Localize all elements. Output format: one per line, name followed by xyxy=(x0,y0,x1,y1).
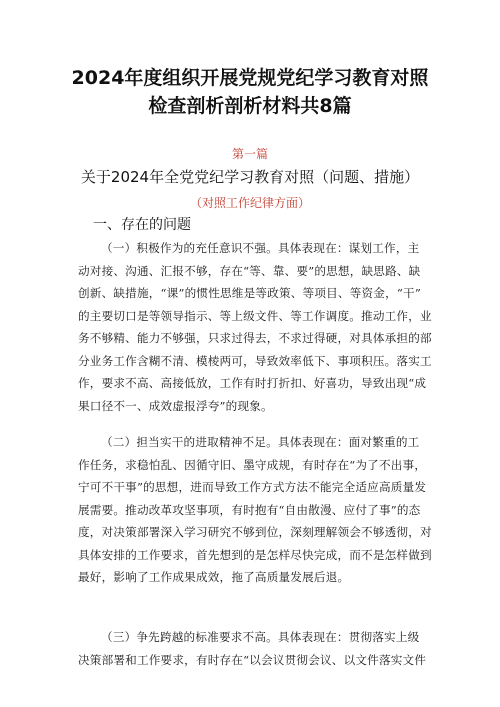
paragraph-line: 动对接、沟通、汇报不够，存在“等、靠、要”的思想，缺思路、缺 xyxy=(78,263,421,278)
document-title xyxy=(60,64,440,120)
paragraph-line: 果口径不一、成效虚报浮夸”的现象。 xyxy=(78,398,273,413)
paragraph-line: 宁可不干事”的思想，进而导致工作方式方法不能完全适应高质量发 xyxy=(78,480,427,494)
paragraph-line: 作，要求不高、高接低放，工作有时打折扣、好喜功，导致出现“成 xyxy=(78,376,427,390)
paragraph-line: 展需要。推动改革攻坚事项，有时抱有“自由散漫、应付了事”的态 xyxy=(78,502,421,517)
paragraph xyxy=(78,237,433,417)
paragraph-line: 度，对决策部署深入学习研究不够到位，深刻理解领会不够透彻，对 xyxy=(78,525,432,539)
paragraph-line: 创新、缺措施，“课”的惯性思维是等政策、等项目、等资金，“干” xyxy=(78,286,421,300)
paragraph-line: 具体安排的工作要求，首先想到的是怎样尽快完成，而不是怎样做到 xyxy=(78,547,432,562)
title-line-1: 2024年度组织开展党规党纪学习教育对照 xyxy=(71,67,429,89)
paragraph-line: （三）争先跨越的标准要求不高。具体表现在：贯彻落实上级 xyxy=(101,630,420,644)
paragraph-line: （二）担当实干的进取精神不足。具体表现在：面对繁重的工 xyxy=(101,435,420,449)
paragraph-line: 务不够精、能力不够强，只求过得去，不求过得硬，对具体承担的部 xyxy=(78,331,432,345)
paragraph xyxy=(78,626,433,671)
article-note: （对照工作纪律方面） xyxy=(189,196,310,210)
paragraph-line: 的主要切口是等领导指示、等上级文件、等工作调度。推动工作，业 xyxy=(78,308,432,323)
paragraph-line: 作任务，求稳怕乱、因循守旧、墨守成规，有时存在“为了不出事， xyxy=(78,457,427,472)
section-heading: 一、存在的问题 xyxy=(93,217,191,233)
paragraph xyxy=(78,431,433,589)
title-line-2: 检查剖析剖析材料共8篇 xyxy=(148,95,352,117)
article-subtitle: 关于2024年全党党纪学习教育对照（问题、措施） xyxy=(80,168,420,186)
paragraph-line: （一）积极作为的充任意识不强。具体表现在：谋划工作，主 xyxy=(101,241,420,255)
paragraph-line: 决策部署和工作要求，有时存在“以会议贯彻会议、以文件落实文件 xyxy=(78,652,427,667)
paragraph-line: 分业务工作含糊不清、模棱两可，导致效率低下、事项积压。落实工 xyxy=(78,353,432,368)
paragraph-line: 最好，影响了工作成果成效，拖了高质量发展后退。 xyxy=(78,570,350,584)
section-label: 第一篇 xyxy=(231,147,268,161)
